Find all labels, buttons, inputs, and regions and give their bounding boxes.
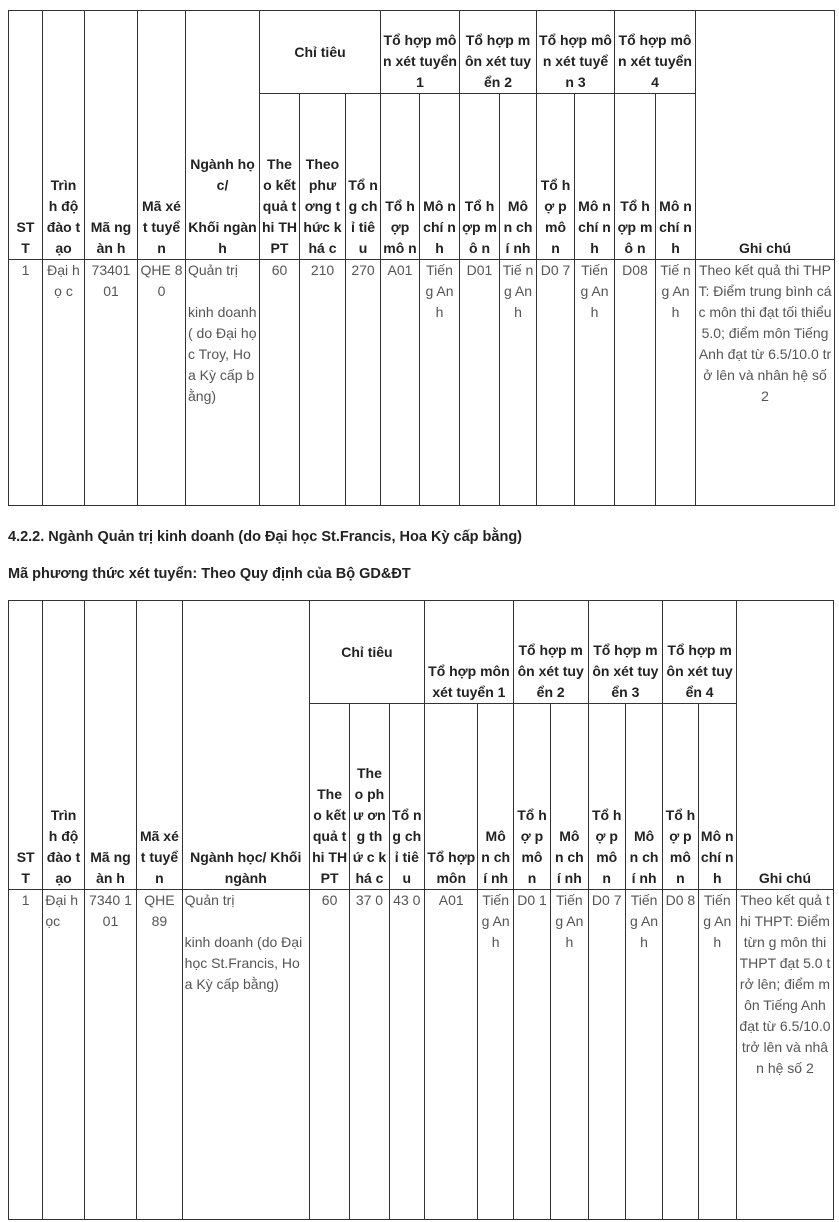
header-tong-chi-tieu: Tổ ng chỉ tiê u [346,94,381,260]
cell-th3-chinh: Tiến g Anh [625,890,662,1220]
cell-th2-chinh: Tiến g Anh [551,890,588,1220]
table-row [9,260,835,506]
cell-ma-nganh: 7340 101 [84,890,137,1220]
header-stt: ST T [9,601,43,890]
header-trinh-do: Trìn h độ đào tạo [43,11,85,260]
header-mon-chinh: Mô n chí nh [656,94,696,260]
section-heading: 4.2.2. Ngành Quản trị kinh doanh (do Đại học St.Francis, Hoa Kỳ cấp bằng) [8,529,523,545]
cell-ghi-chu: Theo kết quả thi THPT: Điểm từn g môn thi THPT đạt 5.0 trở lên; điểm môn Tiếng Anh đạt từ 6.5/10.0 trở lên và nhân hệ số 2 [736,890,833,1220]
cell-th4-chinh: Tiến g Anh [698,890,736,1220]
cell-tong-chi-tieu: 270 [346,260,381,506]
cell-th2-chinh: Tiế ng An h [500,260,537,506]
cell-tong-chi-tieu: 43 0 [389,890,424,1220]
header-to-hop-mon: Tổ hợ p mô n [537,94,575,260]
cell-th4-mon: D0 8 [663,890,698,1220]
header-ma-nganh: Mã ngàn h [84,601,137,890]
cell-th1-mon: A01 [424,890,478,1220]
header-to-hop-mon: Tổ hợ p mô n [588,704,625,890]
header-to-hop-4: Tổ hợp môn xét tuyển 4 [615,11,696,94]
cell-nganh-hoc: Quản trị kinh doanh (do Đại học St.Francis, Hoa Kỳ cấp bằng) [182,890,309,1220]
header-chi-tieu: Chỉ tiêu [309,601,424,704]
cell-th2-mon: D01 [460,260,500,506]
header-mon-chinh: Mô n chí nh [551,704,588,890]
header-to-hop-1: Tổ hợp môn xét tuyển 1 [381,11,460,94]
header-nganh-hoc: Ngành học/ Khối ngành [182,601,309,890]
cell-theo-phuong-thuc: 210 [300,260,346,506]
header-to-hop-mon: Tổ hợp mô n [615,94,656,260]
cell-th3-chinh: Tiến g Anh [575,260,615,506]
header-stt: ST T [9,11,43,260]
cell-trinh-do: Đại họ c [43,260,85,506]
cell-th3-mon: D0 7 [537,260,575,506]
cell-nganh-hoc: Quản trị kinh doanh ( do Đại học Troy, Hoa Kỳ cấp bằng) [186,260,260,506]
header-theo-ket-qua: The o kết quả thi TH PT [309,704,349,890]
header-to-hop-mon: Tổ hợp mô n [460,94,500,260]
header-mon-chinh: Mô n chí nh [478,704,513,890]
header-mon-chinh: Mô n chí nh [698,704,736,890]
cell-th4-chinh: Tiế ng An h [656,260,696,506]
cell-theo-ket-qua: 60 [309,890,349,1220]
header-to-hop-mon: Tổ hợp môn [424,704,478,890]
cell-ma-xet-tuyen: QHE 80 [138,260,186,506]
header-to-hop-4: Tổ hợp môn xét tuyển 4 [663,601,737,704]
cell-theo-ket-qua: 60 [260,260,300,506]
cell-ma-nganh: 73401 01 [85,260,138,506]
header-theo-phuong-thuc: Theo phư ơng thức khá c [300,94,346,260]
table-row [9,890,834,1220]
header-mon-chinh: Mô n chí nh [420,94,460,260]
cell-th1-chinh: Tiến g Anh [478,890,513,1220]
cell-th3-mon: D0 7 [588,890,625,1220]
header-chi-tieu: Chỉ tiêu [260,11,381,94]
header-theo-phuong-thuc: The o phư ơng thứ c khá c [350,704,389,890]
header-mon-chinh: Mô n chí nh [500,94,537,260]
header-to-hop-1: Tổ hợp môn xét tuyển 1 [424,601,513,704]
header-to-hop-mon: Tổ hợp mô n [381,94,420,260]
cell-ma-xet-tuyen: QHE 89 [137,890,182,1220]
header-mon-chinh: Mô n chí nh [625,704,662,890]
header-ghi-chu: Ghi chú [736,601,833,890]
cell-ghi-chu: Theo kết quả thi THPT: Điểm trung bình các môn thi đạt tối thiểu 5.0; điểm môn Tiếng Anh đạt từ 6.5/10.0 trở lên và nhân hệ số 2 [696,260,835,506]
header-to-hop-mon: Tổ hợ p mô n [513,704,550,890]
header-to-hop-2: Tổ hợp môn xét tuyển 2 [513,601,588,704]
header-ghi-chu: Ghi chú [696,11,835,260]
header-trinh-do: Trìn h độ đào tạo [43,601,84,890]
header-to-hop-3: Tổ hợp môn xét tuyển 3 [588,601,663,704]
header-to-hop-2: Tổ hợp môn xét tuyển 2 [460,11,537,94]
cell-theo-phuong-thuc: 37 0 [350,890,389,1220]
header-ma-xet-tuyen: Mã xét tuyể n [138,11,186,260]
cell-stt: 1 [9,260,43,506]
header-theo-ket-qua: The o kết quả thi TH PT [260,94,300,260]
header-mon-chinh: Mô n chí nh [575,94,615,260]
cell-th2-mon: D0 1 [513,890,550,1220]
header-tong-chi-tieu: Tổ ng chỉ tiê u [389,704,424,890]
cell-th4-mon: D08 [615,260,656,506]
header-to-hop-mon: Tổ hợ p mô n [663,704,698,890]
cell-th1-mon: A01 [381,260,420,506]
admission-table-st-francis [8,600,834,1220]
header-nganh-hoc: Ngành học/ Khối ngành [186,11,260,260]
cell-th1-chinh: Tiến g Anh [420,260,460,506]
cell-trinh-do: Đại học [43,890,84,1220]
header-to-hop-3: Tổ hợp môn xét tuyển 3 [537,11,615,94]
admission-table-troy [8,10,835,506]
header-ma-xet-tuyen: Mã xét tuyể n [137,601,182,890]
header-ma-nganh: Mã ngàn h [85,11,138,260]
cell-stt: 1 [9,890,43,1220]
admission-method-heading: Mã phương thức xét tuyển: Theo Quy định của Bộ GD&ĐT [8,566,411,582]
